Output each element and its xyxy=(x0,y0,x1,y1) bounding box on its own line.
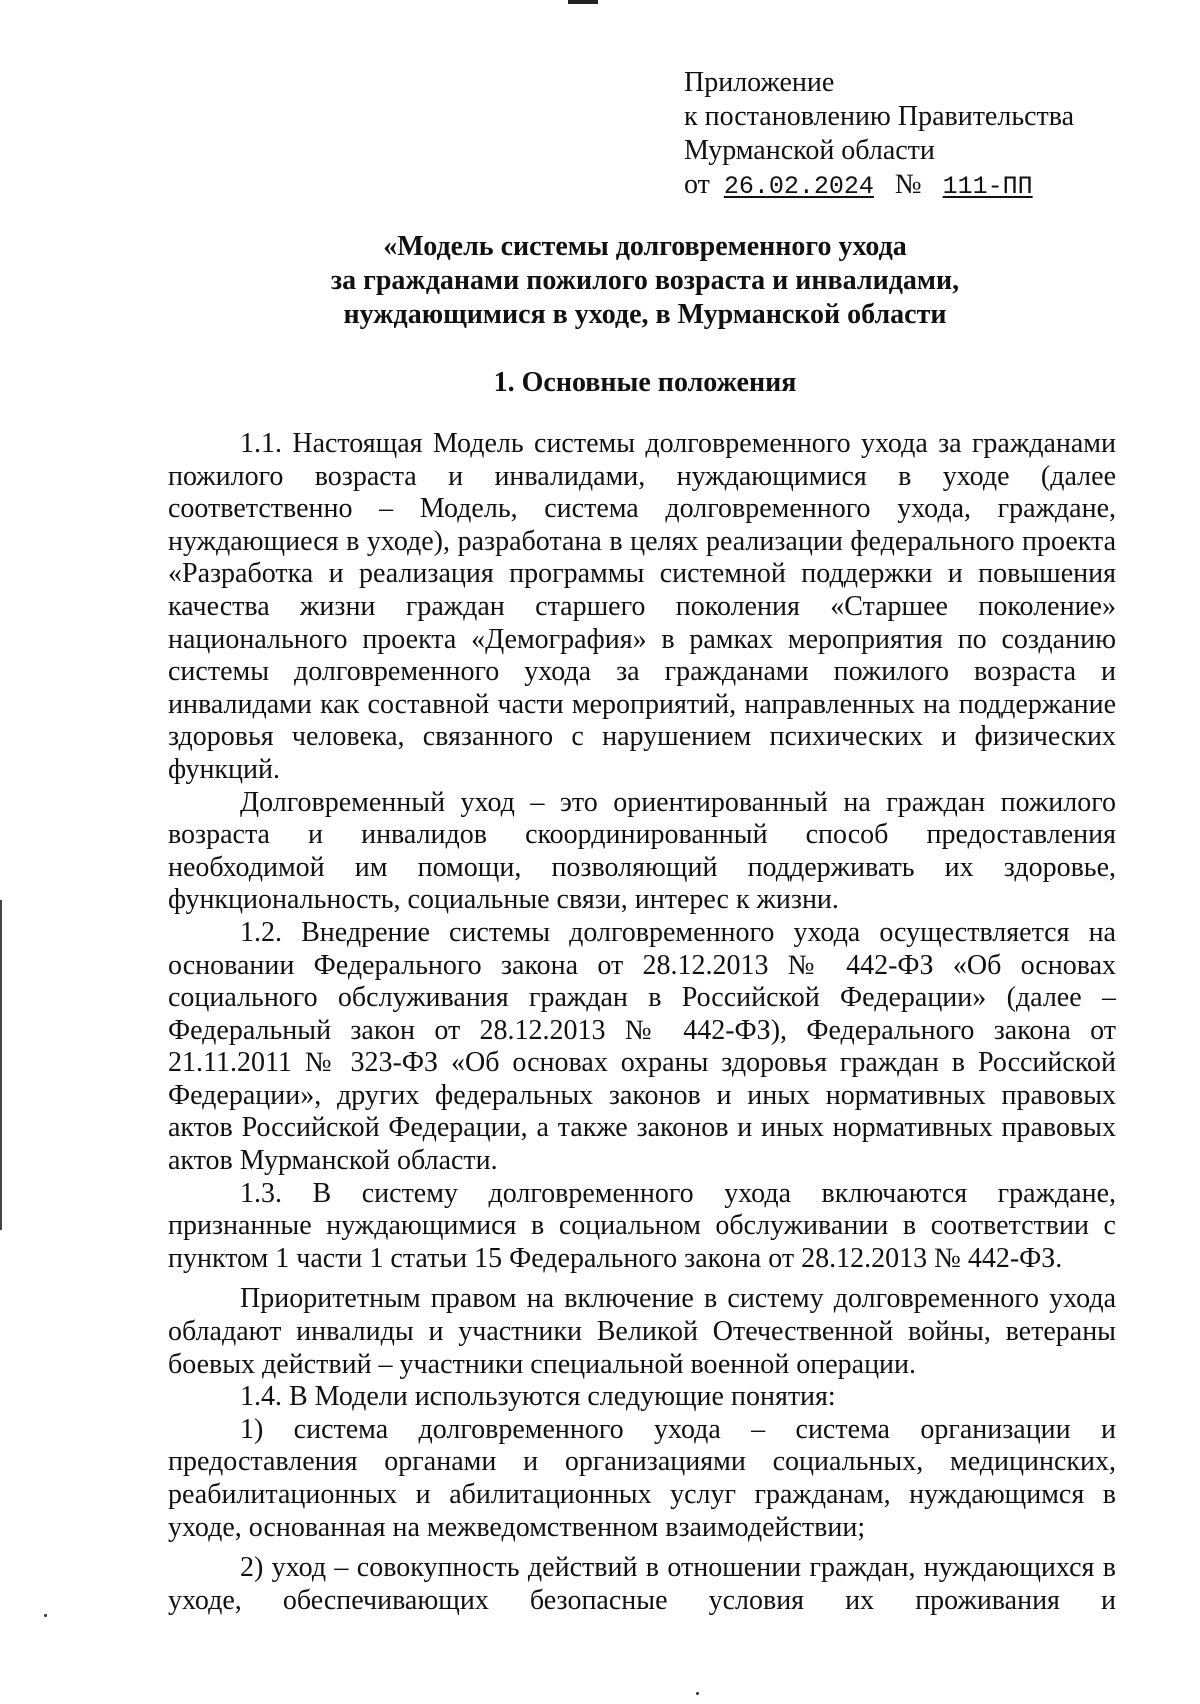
title-line-2: за гражданами пожилого возраста и инвалидами, xyxy=(330,265,960,296)
scan-top-mark xyxy=(568,0,598,4)
section-heading: 1. Основные положения xyxy=(493,367,797,398)
decree-number: 111-ПП xyxy=(942,172,1033,201)
paragraph-1-1: 1.1. Настоящая Модель системы долговременного ухода за гражданами пожилого возраста и инвалидами, нуждающимися в уходе (далее соответственно – Модель, система долговременного ухода, граждане, нуждающиеся в уходе), разработана в целях реализации федерального проекта «Разработка и реализация программы системной поддержки и повышения качества жизни граждан старшего поколения «Старшее поколение» национального проекта «Демография» в рамках мероприятия по созданию системы долговременного ухода за гражданами пожилого возраста и инвалидами как составной части мероприятий, направленных на поддержание здоровья человека, связанного с нарушением психических и физических функций. xyxy=(168,428,1116,785)
number-sign: № xyxy=(894,169,922,200)
paragraph-1-3: 1.3. В систему долговременного ухода включаются граждане, признанные нуждающимися в социальном обслуживании в соответствии с пунктом 1 части 1 статьи 15 Федерального закона от 28.12.2013 № 442-ФЗ. xyxy=(168,1177,1116,1274)
appendix-block xyxy=(684,66,1074,204)
decree-date: 26.02.2024 xyxy=(723,172,874,201)
scan-margin-line xyxy=(0,900,2,1230)
appendix-region: Мурманской области xyxy=(684,135,935,166)
paragraph-definition: Долговременный уход – это ориентированный на граждан пожилого возраста и инвалидов скоординированный способ предоставления необходимой им помощи, позволяющий поддерживать их здоровье, функциональность, социальные связи, интерес к жизни. xyxy=(168,786,1116,916)
title-line-1: «Модель системы долговременного ухода xyxy=(383,231,907,262)
title-line-3: нуждающимися в уходе, в Мурманской области xyxy=(343,299,947,330)
date-prefix: от xyxy=(684,169,710,200)
appendix-to-decree: к постановлению Правительства xyxy=(684,101,1075,132)
paragraph-1-2: 1.2. Внедрение системы долговременного ухода осуществляется на основании Федерального закона от 28.12.2013 № 442-ФЗ «Об основах социального обслуживания граждан в Российской Федерации» (далее – Федеральный закон от 28.12.2013 № 442-ФЗ), Федерального закона от 21.11.2011 № 323-ФЗ «Об основах охраны здоровья граждан в Российской Федерации», других федеральных законов и иных нормативных правовых актов Российской Федерации, а также законов и иных нормативных правовых актов Мурманской области. xyxy=(168,916,1116,1177)
paragraph-term-1: 1) система долговременного ухода – система организации и предоставления органами и организациями социальных, медицинских, реабилитационных и абилитационных услуг гражданам, нуждающимся в уходе, основанная на межведомственном взаимодействии; xyxy=(168,1413,1116,1543)
section-body xyxy=(168,428,1116,1617)
document-title xyxy=(170,230,1120,332)
scan-speck xyxy=(44,1614,47,1617)
appendix-label: Приложение xyxy=(684,67,835,98)
appendix-date-number xyxy=(684,168,1074,204)
scan-speck xyxy=(696,1692,699,1695)
paragraph-priority: Приоритетным правом на включение в систему долговременного ухода обладают инвалиды и участники Великой Отечественной войны, ветераны боевых действий – участники специальной военной операции. xyxy=(168,1283,1116,1380)
paragraph-1-4: 1.4. В Модели используются следующие понятия: xyxy=(240,1381,836,1413)
paragraph-term-2: 2) уход – совокупность действий в отношении граждан, нуждающихся в уходе, обеспечивающих безопасные условия их проживания и xyxy=(168,1552,1116,1616)
